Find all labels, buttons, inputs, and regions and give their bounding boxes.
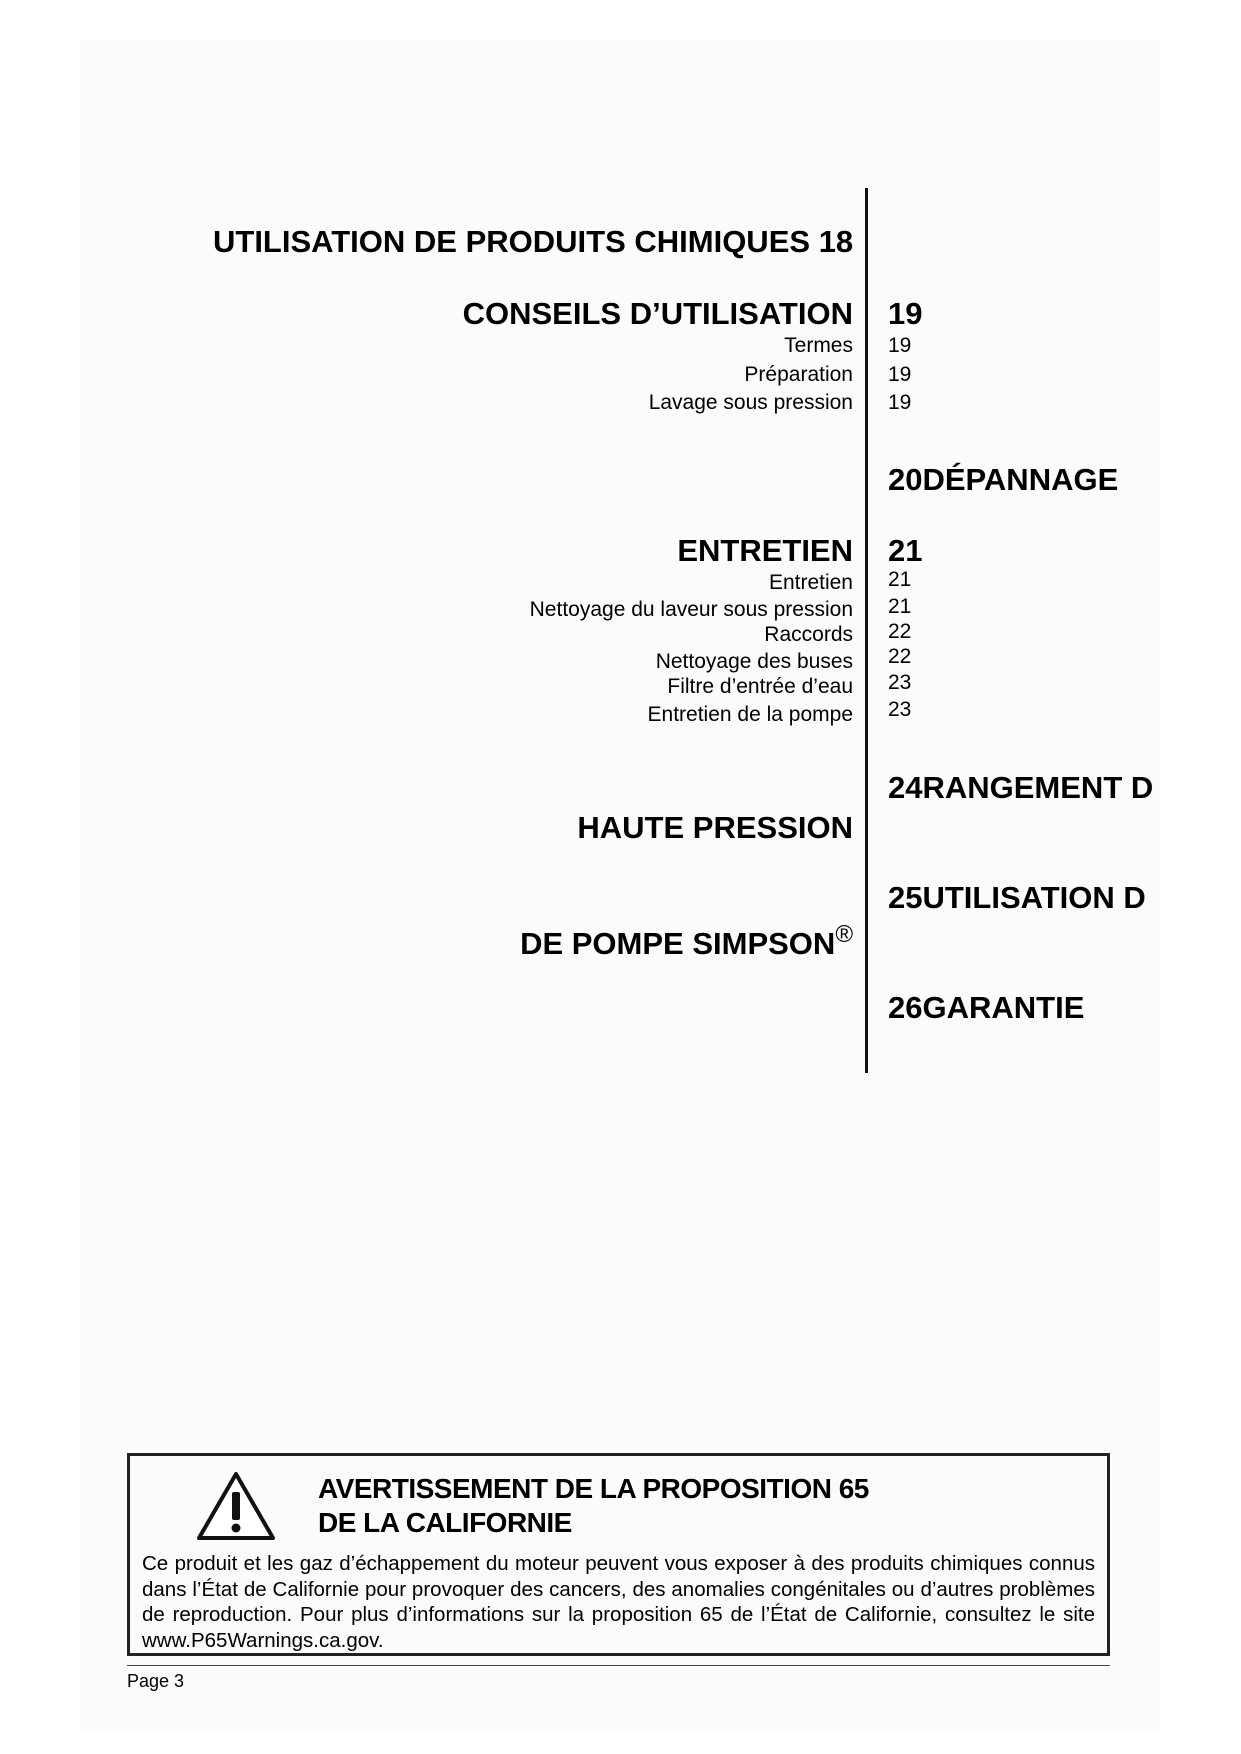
toc-sub-maintenance-pump[interactable]: Entretien de la pompe — [647, 703, 853, 726]
toc-sub-page: 19 — [888, 334, 912, 357]
toc-entry-storage[interactable] — [888, 770, 1165, 806]
toc-sub-page: 19 — [888, 391, 912, 414]
toc-page-troubleshooting: 20 — [888, 462, 923, 497]
page-number: Page 3 — [127, 1671, 185, 1691]
warning-title-line1: AVERTISSEMENT DE LA PROPOSITION 65 — [318, 1473, 869, 1504]
toc-sub-page: 22 — [888, 645, 912, 668]
toc-title-chemicals: UTILISATION DE PRODUITS CHIMIQUES — [213, 224, 811, 259]
warning-title — [318, 1472, 869, 1540]
registered-mark: ® — [835, 921, 853, 948]
toc-page-warranty: 26 — [888, 990, 923, 1025]
warning-body: Ce produit et les gaz d’échappement du moteur peuvent vous exposer à des produits chimiques connus dans l’État de Californie pour provoquer des cancers, des anomalies congénitales ou d’autres problèmes de reproduction. Pour plus d’informations sur la proposition 65 de l’État de Californie, consultez le site www.P65Warnings.ca.gov. — [142, 1552, 1095, 1652]
toc-sub-page: 21 — [888, 568, 912, 591]
toc-page-use-right: 25 — [888, 880, 923, 915]
toc-sub-tips-washing[interactable]: Lavage sous pression — [648, 391, 853, 414]
toc-title-maintenance[interactable]: ENTRETIEN — [677, 533, 853, 568]
toc-sub-maintenance-nozzles[interactable]: Nettoyage des buses — [655, 650, 853, 673]
prop65-warning-box — [127, 1453, 1110, 1656]
toc-entry-use-right[interactable] — [888, 880, 1165, 916]
toc-sub-page: 22 — [888, 620, 912, 643]
toc-entry-chemicals[interactable] — [213, 224, 853, 260]
toc-title-use-right: UTILISATION D — [922, 880, 1146, 915]
toc-page-chemicals: 18 — [818, 224, 854, 259]
toc-sub-page: 23 — [888, 698, 912, 721]
toc-sub-maintenance-fittings[interactable]: Raccords — [764, 623, 853, 646]
toc-sub-maintenance-filter[interactable]: Filtre d’entrée d’eau — [667, 675, 853, 698]
toc-title-high-pressure[interactable]: HAUTE PRESSION — [577, 810, 853, 845]
toc-title-storage: RANGEMENT D — [922, 770, 1154, 805]
toc-sub-maintenance-cleaning[interactable]: Nettoyage du laveur sous pression — [529, 598, 853, 621]
toc-sub-page: 21 — [888, 595, 912, 618]
toc-title-tips[interactable]: CONSEILS D’UTILISATION — [462, 296, 853, 331]
toc-page-storage: 24 — [888, 770, 923, 805]
toc-title-simpson[interactable] — [520, 917, 853, 962]
toc-title-simpson-text: DE POMPE SIMPSON — [520, 926, 836, 961]
toc-sub-page: 23 — [888, 671, 912, 694]
toc-title-warranty: GARANTIE — [922, 990, 1085, 1025]
toc-divider — [865, 188, 868, 1073]
toc-title-troubleshooting: DÉPANNAGE — [922, 462, 1119, 497]
toc-entry-warranty[interactable] — [888, 990, 1165, 1026]
toc-sub-page: 19 — [888, 363, 912, 386]
toc-sub-tips-terms[interactable]: Termes — [784, 334, 853, 357]
warning-title-line2: DE LA CALIFORNIE — [318, 1507, 572, 1538]
toc-sub-maintenance-entretien[interactable]: Entretien — [768, 571, 853, 594]
toc-page-tips: 19 — [888, 296, 923, 331]
footer-rule — [127, 1665, 1110, 1666]
warning-triangle-icon — [196, 1470, 276, 1542]
toc-sub-tips-preparation[interactable]: Préparation — [744, 363, 853, 386]
toc-entry-troubleshooting[interactable] — [888, 462, 1165, 498]
toc-page-maintenance: 21 — [888, 533, 923, 568]
